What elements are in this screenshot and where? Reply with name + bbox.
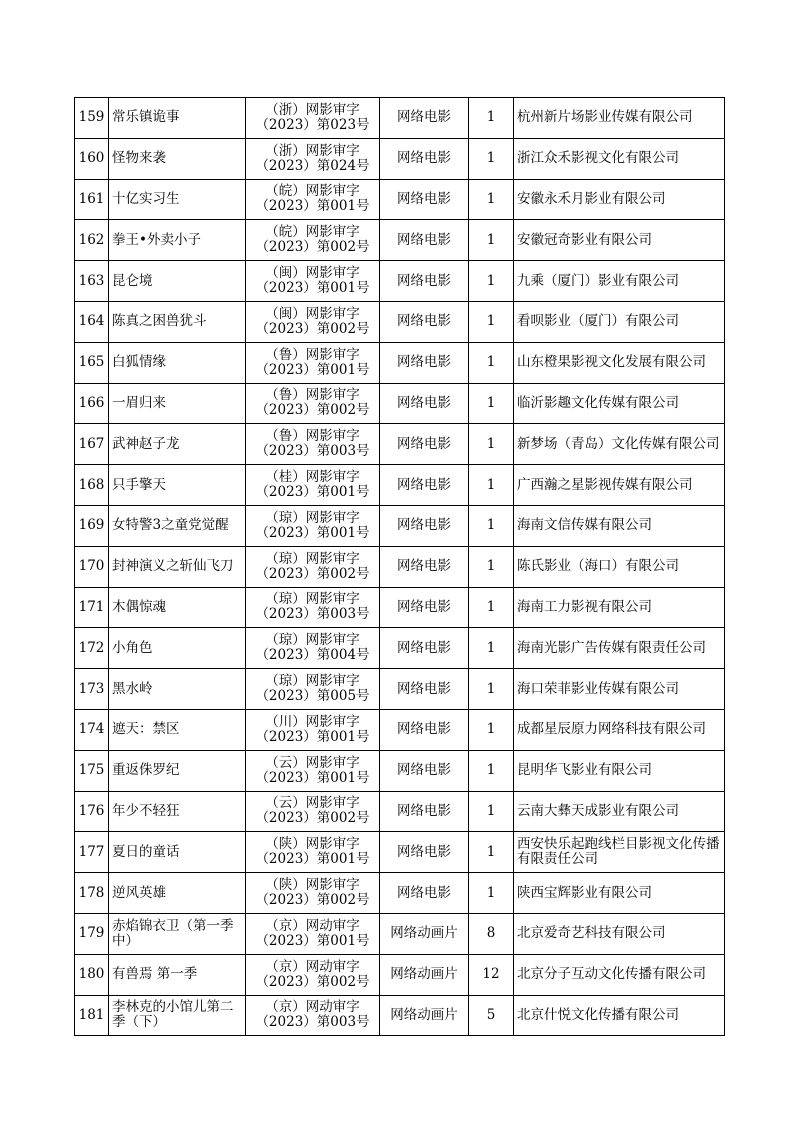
episode-count: 1	[469, 342, 514, 383]
production-company: 北京爱奇艺科技有限公司	[514, 913, 725, 954]
episode-count: 1	[469, 669, 514, 710]
program-type: 网络电影	[380, 424, 469, 465]
table-row	[75, 628, 725, 669]
program-title: 昆仑境	[109, 261, 246, 302]
program-type: 网络电影	[380, 791, 469, 832]
episode-count: 1	[469, 301, 514, 342]
production-company: 九乘（厦门）影业有限公司	[514, 261, 725, 302]
license-line-2: （2023）第005号	[255, 688, 370, 705]
episode-count: 1	[469, 546, 514, 587]
license-line-2: （2023）第002号	[255, 892, 370, 909]
license-number	[246, 628, 380, 669]
license-line-1: （陕）网影审字	[265, 877, 360, 894]
row-number: 174	[75, 709, 109, 750]
program-title: 十亿实习生	[109, 179, 246, 220]
license-line-2: （2023）第001号	[255, 769, 370, 786]
license-line-1: （京）网动审字	[265, 958, 360, 975]
license-line-2: （2023）第001号	[255, 198, 370, 215]
license-line-1: （浙）网影审字	[265, 101, 360, 118]
episode-count: 8	[469, 913, 514, 954]
row-number: 181	[75, 995, 109, 1036]
row-number: 159	[75, 98, 109, 139]
episode-count: 1	[469, 873, 514, 914]
table-row	[75, 587, 725, 628]
license-line-1: （陕）网影审字	[265, 836, 360, 853]
license-line-1: （琼）网影审字	[265, 673, 360, 690]
license-line-2: （2023）第002号	[255, 239, 370, 256]
license-line-1: （鲁）网影审字	[265, 346, 360, 363]
table-row	[75, 424, 725, 465]
table-row	[75, 301, 725, 342]
license-records-table	[74, 97, 725, 1036]
license-line-1: （云）网影审字	[265, 795, 360, 812]
license-line-2: （2023）第002号	[255, 402, 370, 419]
license-line-2: （2023）第001号	[255, 851, 370, 868]
production-company: 海口荣菲影业传媒有限公司	[514, 669, 725, 710]
program-type: 网络电影	[380, 179, 469, 220]
program-title: 赤焰锦衣卫（第一季中）	[109, 913, 246, 954]
row-number: 178	[75, 873, 109, 914]
license-line-2: （2023）第004号	[255, 647, 370, 664]
license-line-2: （2023）第001号	[255, 932, 370, 949]
episode-count: 1	[469, 465, 514, 506]
table-row	[75, 383, 725, 424]
license-line-2: （2023）第023号	[255, 116, 370, 133]
table-row	[75, 995, 725, 1036]
production-company: 昆明华飞影业有限公司	[514, 750, 725, 791]
episode-count: 1	[469, 709, 514, 750]
license-number	[246, 750, 380, 791]
license-number	[246, 424, 380, 465]
license-line-1: （京）网动审字	[265, 917, 360, 934]
table-row	[75, 709, 725, 750]
episode-count: 1	[469, 424, 514, 465]
program-type: 网络电影	[380, 220, 469, 261]
table-row	[75, 220, 725, 261]
license-number	[246, 832, 380, 873]
license-number	[246, 954, 380, 995]
row-number: 161	[75, 179, 109, 220]
table-row	[75, 750, 725, 791]
program-type: 网络电影	[380, 342, 469, 383]
license-number	[246, 669, 380, 710]
row-number: 179	[75, 913, 109, 954]
program-type: 网络电影	[380, 465, 469, 506]
row-number: 169	[75, 505, 109, 546]
license-line-2: （2023）第003号	[255, 606, 370, 623]
program-title: 武神赵子龙	[109, 424, 246, 465]
program-type: 网络电影	[380, 98, 469, 139]
program-title: 一眉归来	[109, 383, 246, 424]
row-number: 166	[75, 383, 109, 424]
license-number	[246, 220, 380, 261]
production-company: 安徽永禾月影业有限公司	[514, 179, 725, 220]
license-number	[246, 301, 380, 342]
program-title: 夏日的童话	[109, 832, 246, 873]
license-line-2: （2023）第001号	[255, 728, 370, 745]
program-title: 怪物来袭	[109, 138, 246, 179]
program-type: 网络动画片	[380, 913, 469, 954]
program-type: 网络电影	[380, 709, 469, 750]
license-number	[246, 505, 380, 546]
program-title: 有兽焉 第一季	[109, 954, 246, 995]
program-type: 网络电影	[380, 383, 469, 424]
table-row	[75, 669, 725, 710]
license-line-1: （闽）网影审字	[265, 265, 360, 282]
table-row	[75, 261, 725, 302]
license-number	[246, 465, 380, 506]
table-row	[75, 546, 725, 587]
episode-count: 1	[469, 98, 514, 139]
production-company: 山东橙果影视文化发展有限公司	[514, 342, 725, 383]
production-company: 北京分子互动文化传播有限公司	[514, 954, 725, 995]
program-type: 网络电影	[380, 546, 469, 587]
license-number	[246, 546, 380, 587]
episode-count: 1	[469, 261, 514, 302]
license-line-2: （2023）第003号	[255, 1014, 370, 1031]
table-row	[75, 913, 725, 954]
license-line-2: （2023）第003号	[255, 443, 370, 460]
row-number: 160	[75, 138, 109, 179]
production-company: 北京什悦文化传播有限公司	[514, 995, 725, 1036]
program-title: 年少不轻狂	[109, 791, 246, 832]
license-line-1: （琼）网影审字	[265, 591, 360, 608]
license-number	[246, 913, 380, 954]
row-number: 175	[75, 750, 109, 791]
license-number	[246, 261, 380, 302]
program-title: 逆风英雄	[109, 873, 246, 914]
license-line-1: （鲁）网影审字	[265, 387, 360, 404]
license-number	[246, 587, 380, 628]
license-line-1: （琼）网影审字	[265, 632, 360, 649]
row-number: 176	[75, 791, 109, 832]
license-number	[246, 995, 380, 1036]
program-type: 网络电影	[380, 628, 469, 669]
license-number	[246, 98, 380, 139]
table-row	[75, 342, 725, 383]
license-line-1: （闽）网影审字	[265, 305, 360, 322]
program-type: 网络电影	[380, 750, 469, 791]
episode-count: 1	[469, 832, 514, 873]
row-number: 164	[75, 301, 109, 342]
production-company: 杭州新片场影业传媒有限公司	[514, 98, 725, 139]
production-company: 临沂影趣文化传媒有限公司	[514, 383, 725, 424]
license-line-1: （琼）网影审字	[265, 509, 360, 526]
license-number	[246, 138, 380, 179]
program-title: 白狐情缘	[109, 342, 246, 383]
license-line-1: （皖）网影审字	[265, 183, 360, 200]
episode-count: 1	[469, 383, 514, 424]
program-type: 网络电影	[380, 587, 469, 628]
program-title: 封神演义之斩仙飞刀	[109, 546, 246, 587]
license-line-2: （2023）第001号	[255, 361, 370, 378]
table-row	[75, 138, 725, 179]
license-line-1: （川）网影审字	[265, 713, 360, 730]
production-company: 陕西宝辉影业有限公司	[514, 873, 725, 914]
license-line-2: （2023）第002号	[255, 565, 370, 582]
program-type: 网络电影	[380, 261, 469, 302]
episode-count: 1	[469, 791, 514, 832]
table-row	[75, 505, 725, 546]
program-title: 只手擎天	[109, 465, 246, 506]
license-line-2: （2023）第002号	[255, 973, 370, 990]
row-number: 165	[75, 342, 109, 383]
episode-count: 1	[469, 179, 514, 220]
program-title: 陈真之困兽犹斗	[109, 301, 246, 342]
episode-count: 1	[469, 628, 514, 669]
license-line-2: （2023）第024号	[255, 157, 370, 174]
production-company: 海南工力影视有限公司	[514, 587, 725, 628]
table-row	[75, 832, 725, 873]
episode-count: 12	[469, 954, 514, 995]
episode-count: 1	[469, 750, 514, 791]
license-line-2: （2023）第001号	[255, 484, 370, 501]
production-company: 新梦场（青岛）文化传媒有限公司	[514, 424, 725, 465]
production-company: 云南大彝天成影业有限公司	[514, 791, 725, 832]
license-number	[246, 791, 380, 832]
row-number: 177	[75, 832, 109, 873]
program-title: 重返侏罗纪	[109, 750, 246, 791]
license-line-1: （桂）网影审字	[265, 469, 360, 486]
license-number	[246, 342, 380, 383]
program-title: 小角色	[109, 628, 246, 669]
program-type: 网络电影	[380, 873, 469, 914]
table-row	[75, 179, 725, 220]
program-title: 遮天：禁区	[109, 709, 246, 750]
license-number	[246, 383, 380, 424]
license-line-2: （2023）第002号	[255, 810, 370, 827]
table-row	[75, 465, 725, 506]
production-company: 成都星辰原力网络科技有限公司	[514, 709, 725, 750]
license-line-1: （皖）网影审字	[265, 224, 360, 241]
table-row	[75, 98, 725, 139]
row-number: 168	[75, 465, 109, 506]
program-title: 常乐镇诡事	[109, 98, 246, 139]
production-company: 广西瀚之星影视传媒有限公司	[514, 465, 725, 506]
license-line-1: （京）网动审字	[265, 999, 360, 1016]
program-type: 网络电影	[380, 301, 469, 342]
program-type: 网络电影	[380, 505, 469, 546]
production-company: 安徽冠奇影业有限公司	[514, 220, 725, 261]
row-number: 163	[75, 261, 109, 302]
production-company: 陈氏影业（海口）有限公司	[514, 546, 725, 587]
row-number: 162	[75, 220, 109, 261]
license-number	[246, 873, 380, 914]
row-number: 173	[75, 669, 109, 710]
program-type: 网络电影	[380, 138, 469, 179]
license-line-1: （浙）网影审字	[265, 142, 360, 159]
row-number: 167	[75, 424, 109, 465]
program-title: 黑水岭	[109, 669, 246, 710]
program-title: 女特警3之童党觉醒	[109, 505, 246, 546]
license-line-2: （2023）第001号	[255, 524, 370, 541]
license-line-2: （2023）第002号	[255, 320, 370, 337]
program-type: 网络动画片	[380, 954, 469, 995]
production-company: 海南光影广告传媒有限责任公司	[514, 628, 725, 669]
episode-count: 1	[469, 138, 514, 179]
license-line-1: （云）网影审字	[265, 754, 360, 771]
license-number	[246, 179, 380, 220]
license-line-1: （琼）网影审字	[265, 550, 360, 567]
production-company: 海南文信传媒有限公司	[514, 505, 725, 546]
production-company: 浙江众禾影视文化有限公司	[514, 138, 725, 179]
episode-count: 1	[469, 587, 514, 628]
license-line-2: （2023）第001号	[255, 280, 370, 297]
row-number: 170	[75, 546, 109, 587]
program-title: 木偶惊魂	[109, 587, 246, 628]
row-number: 171	[75, 587, 109, 628]
program-type: 网络动画片	[380, 995, 469, 1036]
table-row	[75, 954, 725, 995]
program-type: 网络电影	[380, 832, 469, 873]
program-type: 网络电影	[380, 669, 469, 710]
row-number: 180	[75, 954, 109, 995]
episode-count: 5	[469, 995, 514, 1036]
episode-count: 1	[469, 505, 514, 546]
row-number: 172	[75, 628, 109, 669]
program-title: 李林克的小馆儿第二季（下）	[109, 995, 246, 1036]
table-row	[75, 791, 725, 832]
production-company: 看呗影业（厦门）有限公司	[514, 301, 725, 342]
table-body	[75, 98, 725, 1036]
production-company: 西安快乐起跑线栏目影视文化传播有限责任公司	[514, 832, 725, 873]
table-row	[75, 873, 725, 914]
license-line-1: （鲁）网影审字	[265, 428, 360, 445]
program-title: 拳王•外卖小子	[109, 220, 246, 261]
license-number	[246, 709, 380, 750]
episode-count: 1	[469, 220, 514, 261]
